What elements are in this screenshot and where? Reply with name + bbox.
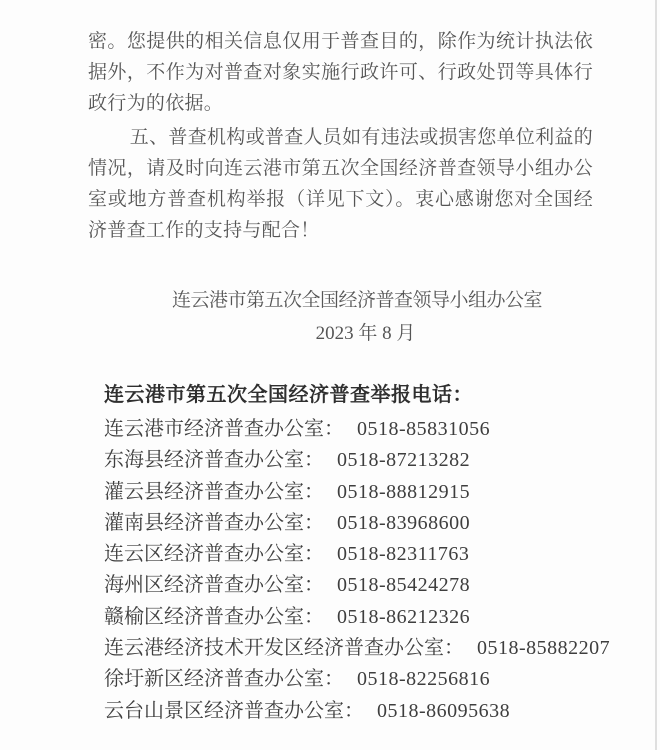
hotline-row	[104, 633, 611, 664]
office-label: 灌南县经济普查办公室：	[104, 511, 324, 534]
phone-number: 0518-87213282	[337, 449, 471, 472]
phone-number: 0518-85831056	[357, 418, 491, 440]
date-line: 2023 年 8 月	[315, 323, 416, 344]
hotline-row	[104, 539, 593, 570]
hotline-row	[104, 696, 593, 727]
signature-block	[88, 284, 593, 350]
office-label: 连云区经济普查办公室：	[104, 543, 324, 566]
phone-number: 0518-85424278	[337, 574, 471, 597]
hotline-row	[104, 664, 593, 695]
phone-number: 0518-83968600	[337, 511, 471, 534]
body-paragraph: 密。您提供的相关信息仅用于普查目的，除作为统计执法依据外，不作为对普查对象实施行政许可、行政处罚等具体行政行为的依据。	[88, 31, 593, 114]
office-label: 连云港经济技术开发区经济普查办公室：	[104, 637, 464, 660]
hotline-row	[104, 477, 593, 508]
hotline-row	[104, 414, 593, 445]
phone-number: 0518-82311763	[337, 543, 470, 566]
office-label: 徐圩新区经济普查办公室：	[104, 668, 344, 691]
hotline-row	[104, 570, 593, 601]
phone-number: 0518-86095638	[377, 699, 511, 722]
office-label: 赣榆区经济普查办公室：	[104, 605, 324, 628]
signature-line: 连云港市第五次全国经济普查领导小组办公室	[171, 290, 542, 311]
phone-number: 0518-82256816	[357, 668, 491, 691]
office-label: 灌云县经济普查办公室：	[104, 480, 324, 503]
hotline-list	[104, 414, 611, 727]
hotline-row	[104, 445, 593, 476]
phone-number: 0518-86212326	[337, 605, 471, 628]
hotline-row	[104, 602, 593, 633]
phone-number: 0518-85882207	[477, 637, 611, 660]
office-label: 云台山景区经济普查办公室：	[104, 699, 364, 722]
office-label: 东海县经济普查办公室：	[104, 449, 324, 472]
office-label: 海州区经济普查办公室：	[104, 574, 324, 597]
hotline-heading: 连云港市第五次全国经济普查举报电话：	[104, 384, 473, 406]
body-paragraph: 五、普查机构或普查人员如有违法或损害您单位利益的情况，请及时向连云港市第五次全国经济普查领导小组办公室或地方普查机构举报（详见下文）。衷心感谢您对全国经济普查工作的支持与配合！	[88, 127, 593, 241]
scan-edge-line	[655, 0, 657, 750]
office-label: 连云港市经济普查办公室：	[104, 418, 344, 440]
phone-number: 0518-88812915	[337, 480, 471, 503]
hotline-row	[104, 508, 593, 539]
